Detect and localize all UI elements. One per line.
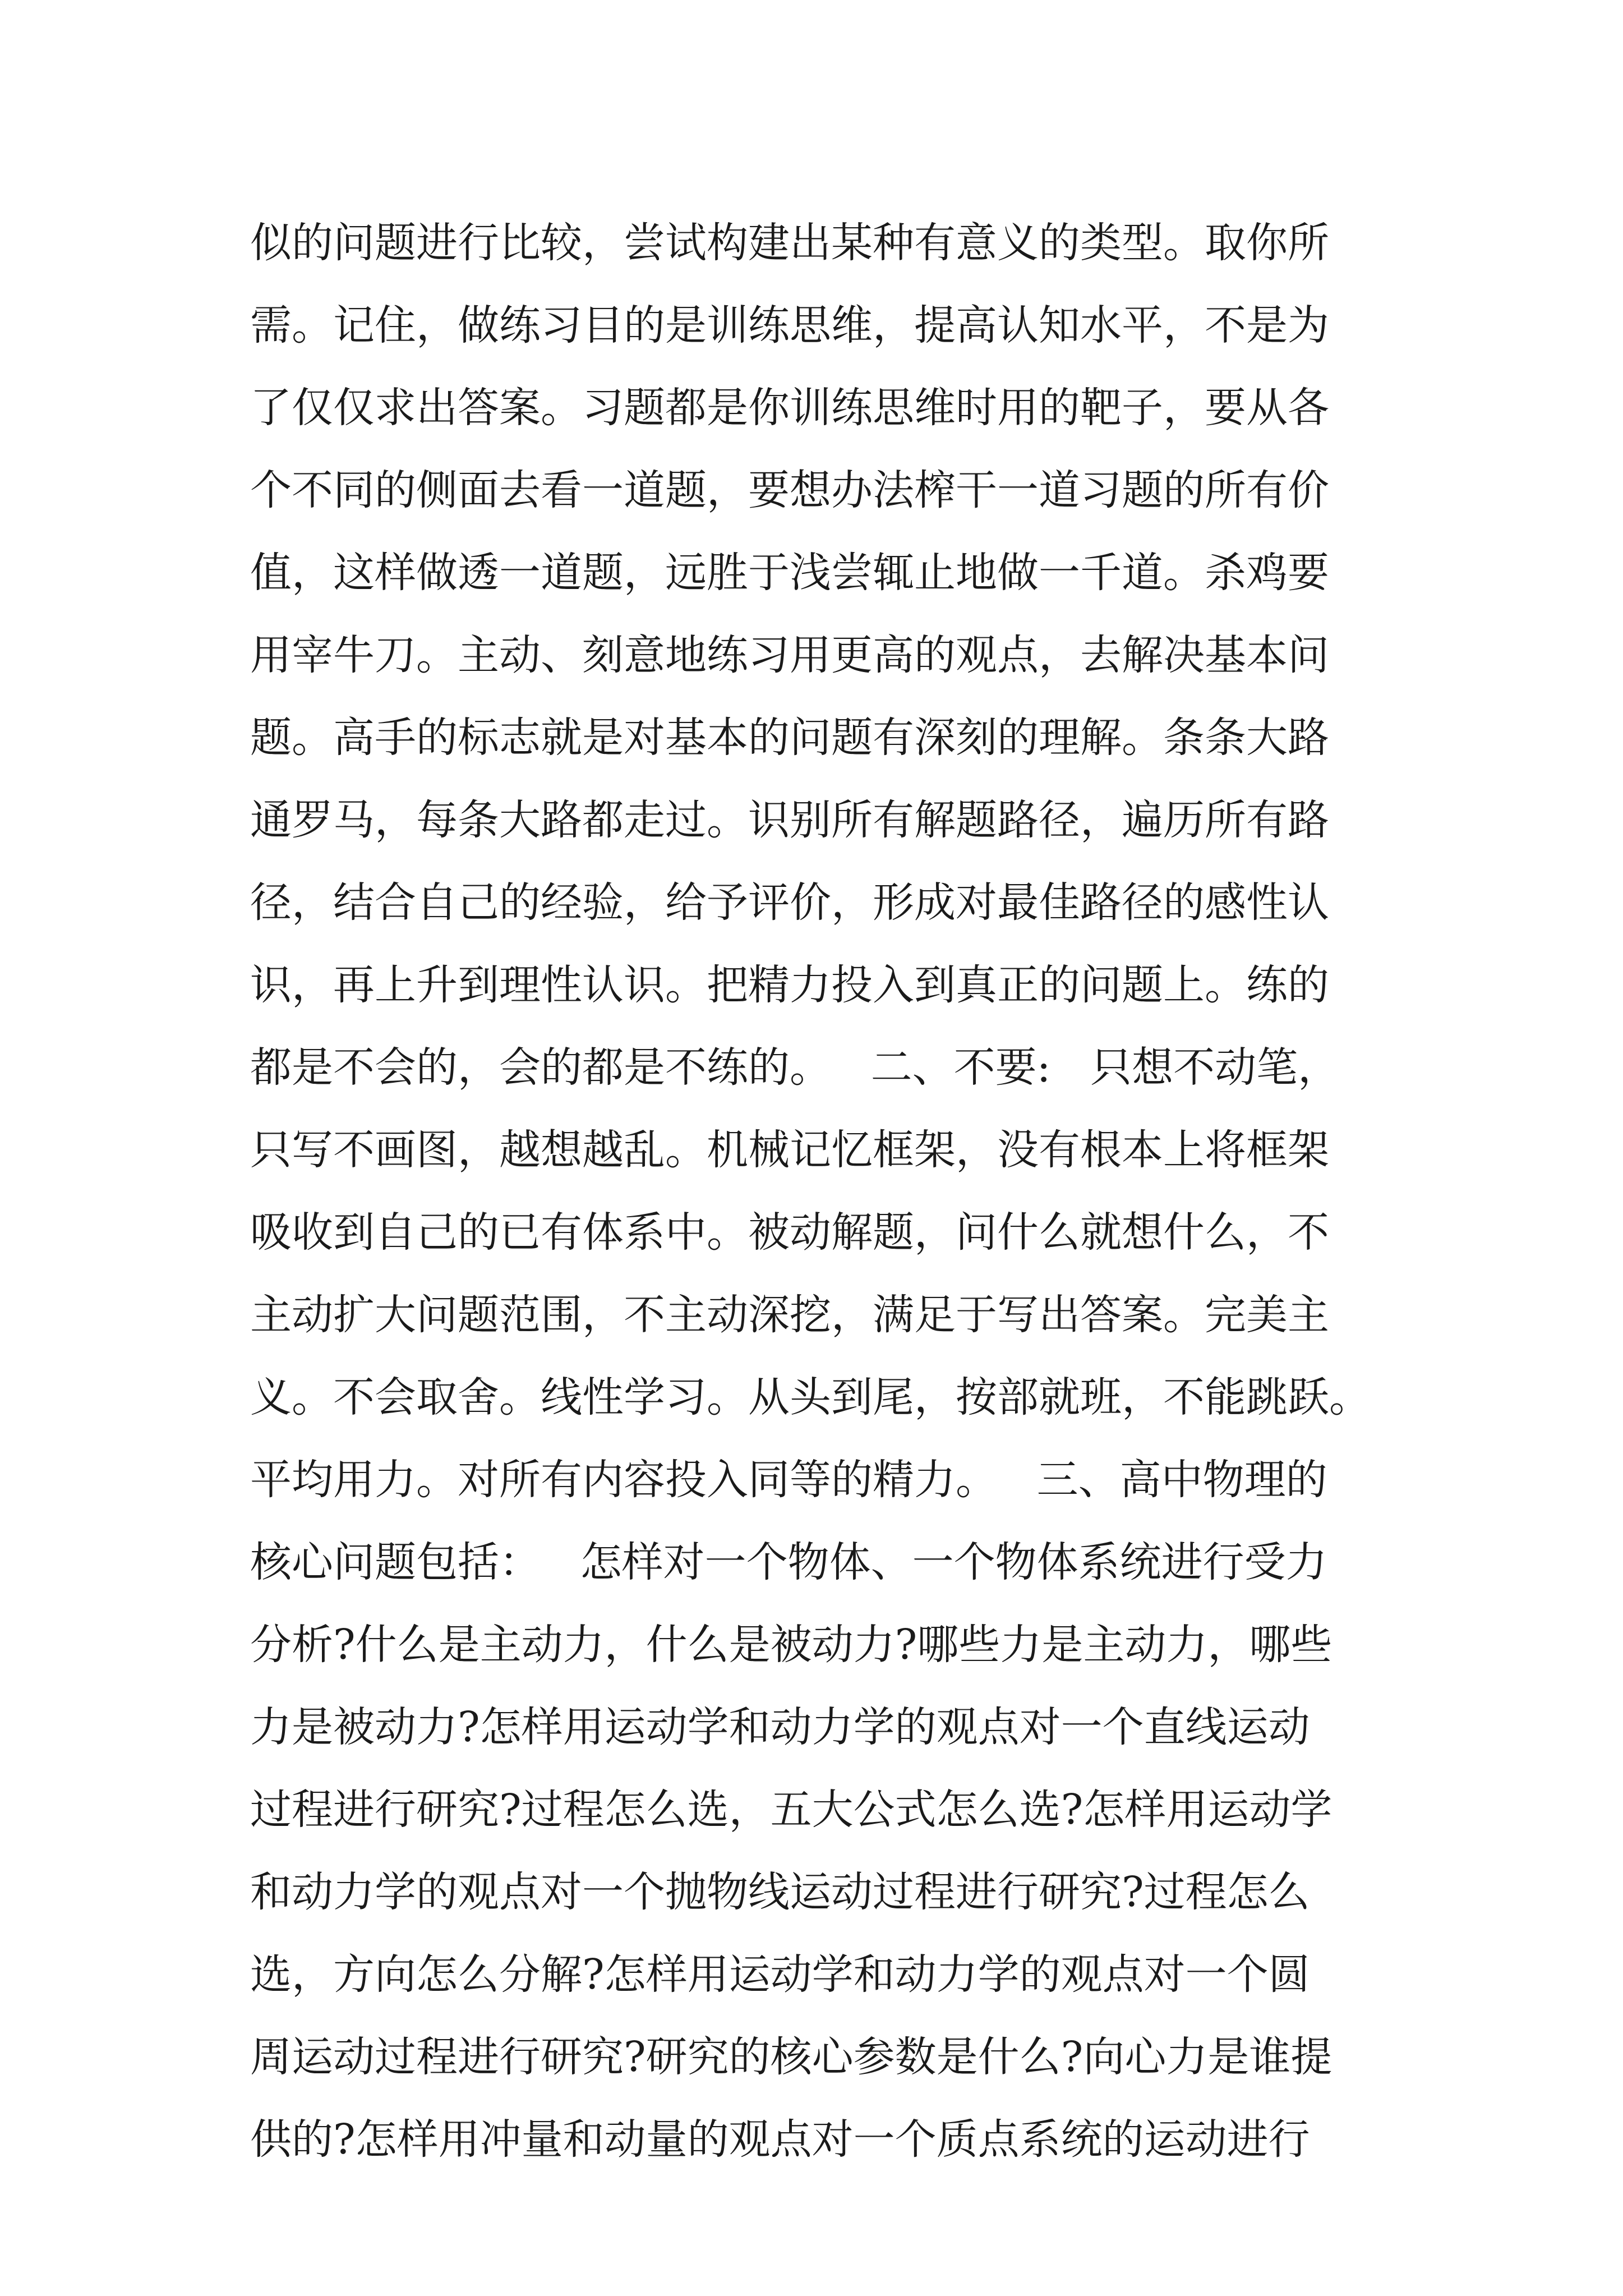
- text-line: 义。不会取舍。线性学习。从头到尾，按部就班，不能跳跃。: [250, 1373, 1371, 1421]
- text-line: 题。高手的标志就是对基本的问题有深刻的理解。条条大路: [250, 714, 1329, 762]
- text-line: 供的?怎样用冲量和动量的观点对一个质点系统的运动进行: [250, 2115, 1310, 2164]
- text-line: 主动扩大问题范围，不主动深挖，满足于写出答案。完美主: [250, 1291, 1329, 1339]
- text-line: 核心问题包括： 怎样对一个物体、一个物体系统进行受力: [250, 1538, 1327, 1586]
- text-line: 平均用力。对所有内容投入同等的精力。 三、高中物理的: [250, 1456, 1327, 1504]
- text-line: 只写不画图，越想越乱。机械记忆框架，没有根本上将框架: [250, 1126, 1329, 1174]
- text-line: 吸收到自己的已有体系中。被动解题，问什么就想什么，不: [250, 1208, 1329, 1257]
- text-line: 值，这样做透一道题，远胜于浅尝辄止地做一千道。杀鸡要: [250, 549, 1329, 597]
- text-line: 过程进行研究?过程怎么选，五大公式怎么选?怎样用运动学: [250, 1786, 1332, 1834]
- text-line: 需。记住，做练习目的是训练思维，提高认知水平，不是为: [250, 301, 1329, 349]
- body-text: [250, 202, 1389, 2181]
- text-line: 周运动过程进行研究?研究的核心参数是什么?向心力是谁提: [250, 2033, 1332, 2081]
- text-line: 似的问题进行比较，尝试构建出某种有意义的类型。取你所: [250, 219, 1329, 267]
- text-line: 径，结合自己的经验，给予评价，形成对最佳路径的感性认: [250, 878, 1329, 927]
- text-line: 通罗马，每条大路都走过。识别所有解题路径，遍历所有路: [250, 796, 1329, 844]
- text-line: 个不同的侧面去看一道题，要想办法榨干一道习题的所有价: [250, 466, 1329, 514]
- text-line: 用宰牛刀。主动、刻意地练习用更高的观点，去解决基本问: [250, 631, 1329, 679]
- text-line: 识，再上升到理性认识。把精力投入到真正的问题上。练的: [250, 961, 1329, 1009]
- text-line: 分析?什么是主动力，什么是被动力?哪些力是主动力，哪些: [250, 1621, 1332, 1669]
- text-line: 力是被动力?怎样用运动学和动力学的观点对一个直线运动: [250, 1703, 1310, 1751]
- text-line: 选，方向怎么分解?怎样用运动学和动力学的观点对一个圆: [250, 1950, 1310, 1999]
- text-line: 都是不会的，会的都是不练的。 二、不要: 只想不动笔，: [250, 1043, 1340, 1092]
- text-line: 和动力学的观点对一个抛物线运动过程进行研究?过程怎么: [250, 1868, 1310, 1916]
- text-line: 了仅仅求出答案。习题都是你训练思维时用的靶子，要从各: [250, 384, 1329, 432]
